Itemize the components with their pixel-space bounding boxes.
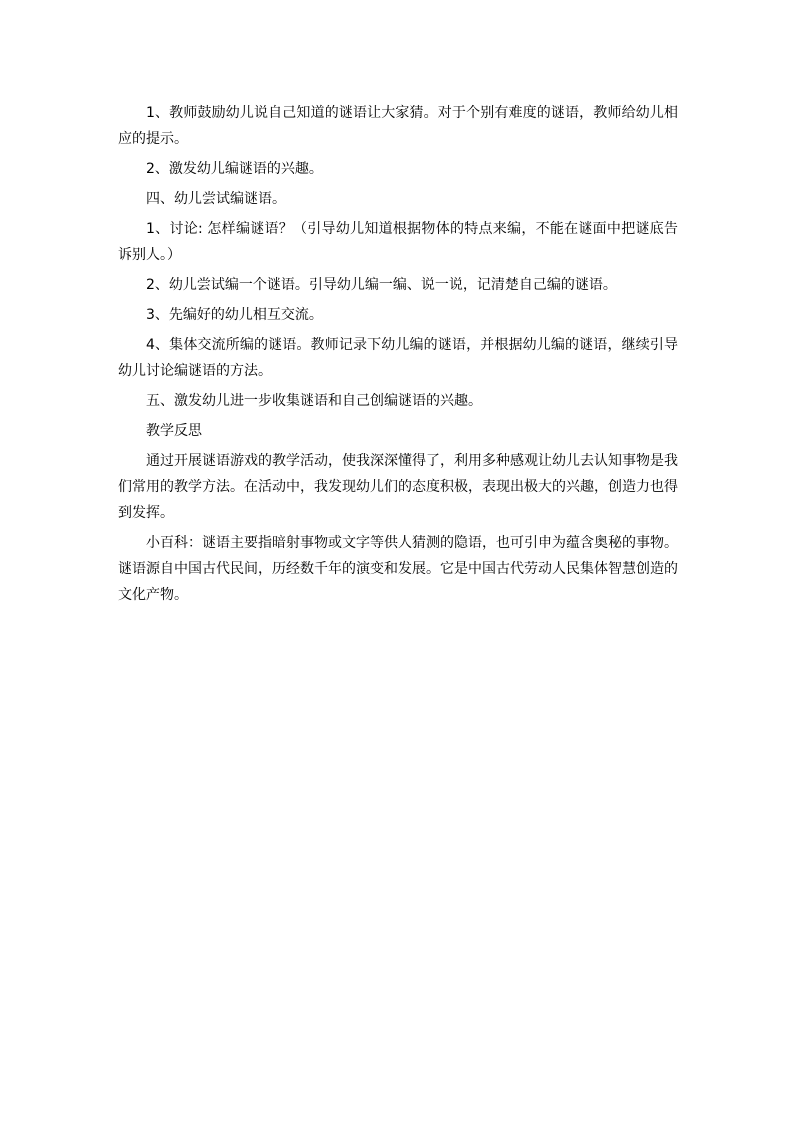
paragraph-try-one-riddle: 2、幼儿尝试编一个谜语。引导幼儿编一编、说一说，记清楚自己编的谜语。	[146, 277, 617, 293]
paragraph-exchange: 3、先编好的幼儿相互交流。	[146, 307, 323, 323]
section-heading-teaching-reflection: 教学反思	[146, 423, 202, 439]
paragraph-reflection: 通过开展谜语游戏的教学活动，使我深深懂得了，利用多种感观让幼儿去认知事物是我们常用的教学方法。在活动中，我发现幼儿们的态度积极，表现出极大的兴趣，创造力也得到发挥。	[118, 453, 678, 521]
section-heading-further-collection: 五、激发幼儿进一步收集谜语和自己创编谜语的兴趣。	[146, 393, 482, 409]
paragraph-collective-exchange: 4、集体交流所编的谜语。教师记录下幼儿编的谜语，并根据幼儿编的谜语，继续引导幼儿讨论编谜语的方法。	[118, 337, 678, 379]
paragraph-encourage-riddles: 1、教师鼓励幼儿说自己知道的谜语让大家猜。对于个别有难度的谜语，教师给幼儿相应的提示。	[118, 105, 678, 147]
paragraph-encyclopedia: 小百科：谜语主要指暗射事物或文字等供人猜测的隐语，也可引申为蕴含奥秘的事物。谜语源自中国古代民间，历经数千年的演变和发展。它是中国古代劳动人民集体智慧创造的文化产物。	[118, 535, 678, 603]
document-body	[118, 100, 678, 612]
section-heading-try-composing: 四、幼儿尝试编谜语。	[146, 191, 286, 207]
paragraph-discussion: 1、讨论: 怎样编谜语？（引导幼儿知道根据物体的特点来编，不能在谜面中把谜底告诉别人。）	[118, 221, 678, 263]
paragraph-stimulate-interest: 2、激发幼儿编谜语的兴趣。	[146, 161, 323, 177]
